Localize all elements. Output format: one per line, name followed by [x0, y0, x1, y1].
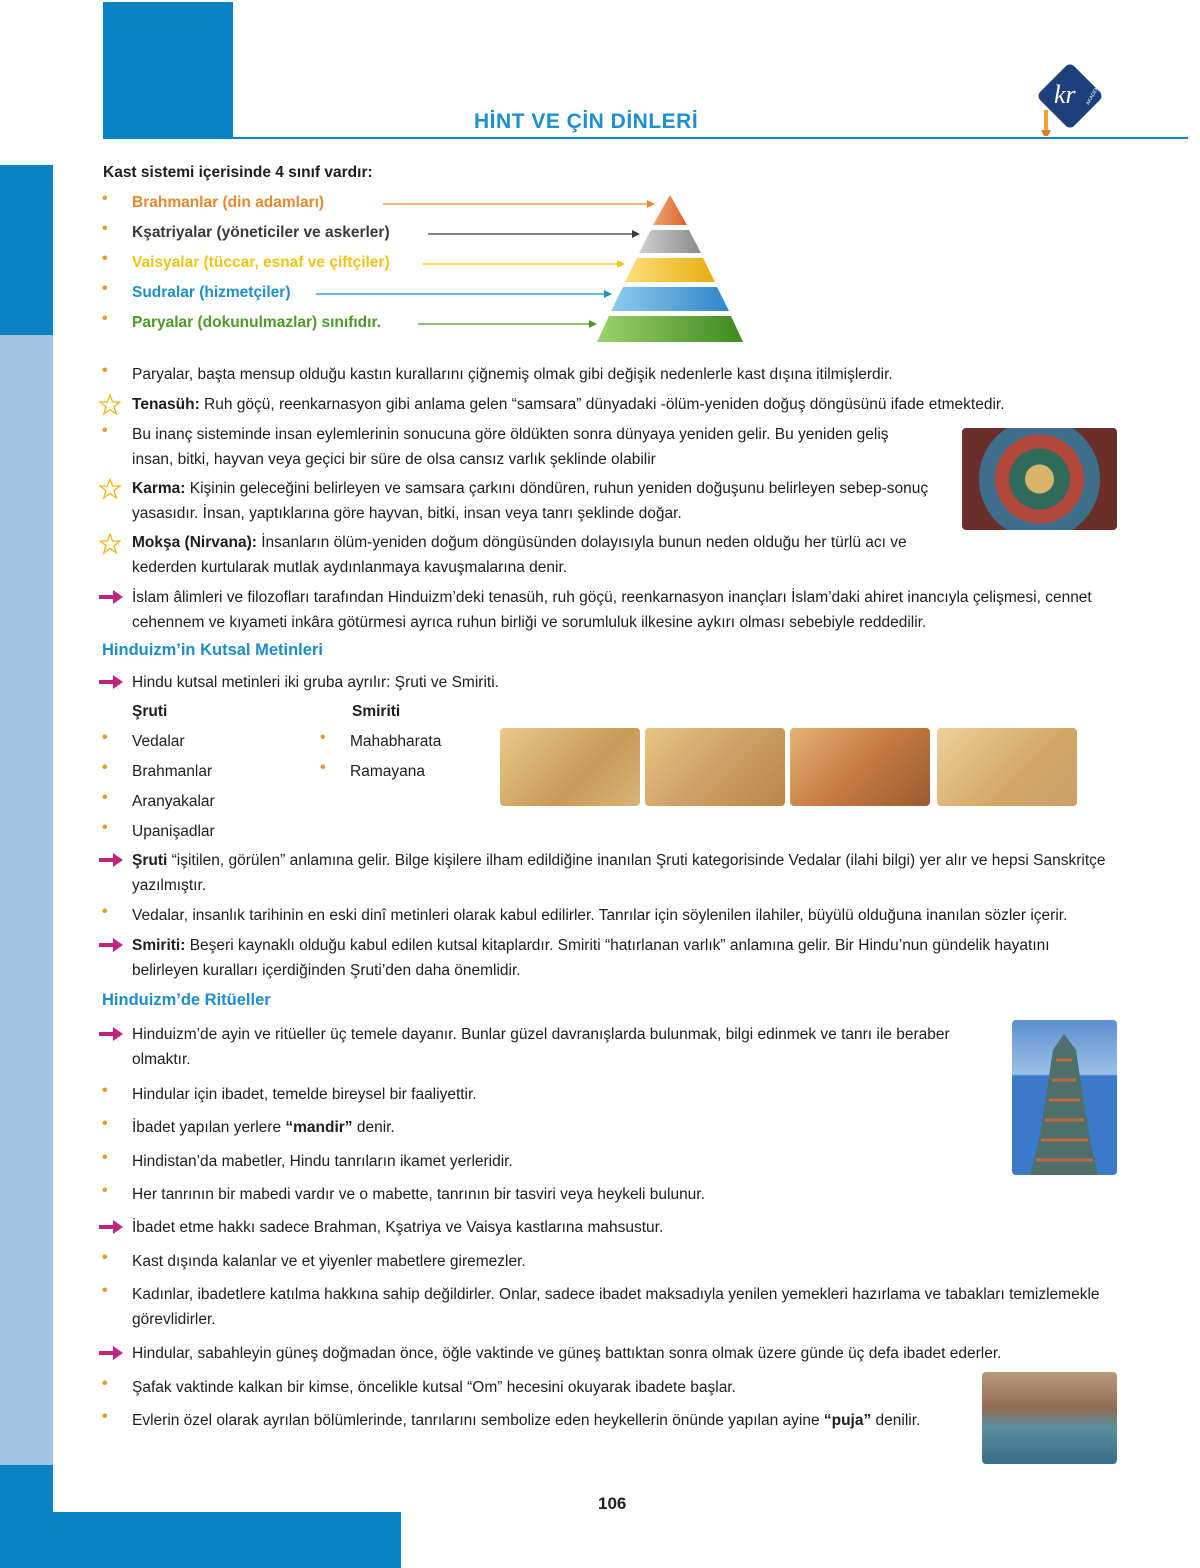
star-icon	[99, 478, 121, 500]
bullet: •	[102, 1082, 108, 1099]
caste-arrow-line	[100, 228, 660, 240]
moksa-text: İnsanların ölüm-yeniden doğum döngüsünden dolayısıyla bunun neden olduğu her türlü acı ve kederden kurtularak mutlak aydınlanmaya kavuşmalarına denir.	[132, 534, 907, 576]
footer-blue-block	[53, 1512, 401, 1568]
arrow-icon	[99, 590, 123, 604]
sruti-desc: “işitilen, görülen” anlamına gelir. Bilge kişilere ilham edildiğine inanılan Şruti kategorisinde Vedalar (ilahi bilgi) yer alır ve hepsi Sanskritçe yazılmıştır.	[132, 852, 1106, 894]
manuscript-image-3	[790, 728, 930, 806]
ritual-9: Hindular, sabahleyin güneş doğmadan önce, öğle vaktinde ve güneş battıktan sonra olmak üzere günde üç defa ibadet ederler.	[132, 1345, 1002, 1362]
karma-term: Karma:	[132, 480, 186, 497]
bullet: •	[102, 819, 108, 836]
ritual-11	[132, 1408, 947, 1433]
caste-list	[100, 190, 660, 340]
arrow-icon	[99, 675, 123, 689]
tenasuh-term: Tenasüh:	[132, 396, 200, 413]
manuscript-image-4	[937, 728, 1077, 806]
ritual-4: Hindistan’da mabetler, Hindu tanrıların ikamet yerleridir.	[132, 1153, 513, 1170]
list-item: Ramayana	[350, 763, 425, 780]
caste-pyramid	[595, 190, 745, 345]
samsara-wheel-image	[962, 428, 1117, 530]
arrow-icon	[99, 938, 123, 952]
sruti-list	[100, 729, 320, 849]
sruti-term: Şruti	[132, 852, 168, 869]
bullet: •	[102, 1149, 108, 1166]
bullet: •	[102, 1182, 108, 1199]
ritual-11-pre: Evlerin özel olarak ayrılan bölümlerinde, tanrılarını sembolize eden heykellerin önünde yapılan ayine	[132, 1412, 824, 1429]
ritual-3	[132, 1115, 395, 1140]
ritual-1: Hinduizm’de ayin ve ritüeller üç temele dayanır. Bunlar güzel davranışlarda bulunmak, bilgi edinmek ve tanrı ile beraber olmaktır.	[132, 1026, 950, 1068]
bullet: •	[102, 280, 108, 297]
mandir-term: “mandir”	[285, 1119, 353, 1136]
puja-term: “puja”	[823, 1412, 872, 1429]
texts-intro: Hindu kutsal metinleri iki gruba ayrılır: Şruti ve Smiriti.	[132, 674, 499, 691]
caste-item-label: Kşatriyalar (yöneticiler ve askerler)	[132, 224, 390, 241]
ritual-2: Hindular için ibadet, temelde bireysel bir faaliyettir.	[132, 1086, 477, 1103]
list-item: Brahmanlar	[132, 763, 213, 780]
bullet: •	[102, 1282, 108, 1299]
sruti-paragraph	[132, 848, 1122, 898]
caste-arrow-line	[100, 318, 660, 330]
bullet: •	[102, 310, 108, 327]
inanc-paragraph: Bu inanç sisteminde insan eylemlerinin sonucuna göre öldükten sonra dünyaya yeniden gelir. Bu yeniden geliş insan, bitki, hayvan veya geçici bir süre de olsa cansız varlık şeklinde olabilir	[132, 426, 889, 468]
bullet: •	[102, 903, 108, 920]
rituals-heading: Hinduizm’de Ritüeller	[102, 991, 271, 1009]
arrow-icon	[99, 853, 123, 867]
caste-arrow-line	[100, 198, 660, 210]
left-stripe-dark	[0, 165, 53, 335]
caste-item-label: Vaisyalar (tüccar, esnaf ve çiftçiler)	[132, 254, 390, 271]
moksa-term: Mokşa (Nirvana):	[132, 534, 257, 551]
page-title: HİNT VE ÇİN DİNLERİ	[474, 110, 699, 133]
karma-paragraph	[132, 476, 932, 526]
smiriti-title: Smiriti	[352, 703, 401, 720]
temple-image	[1012, 1020, 1117, 1175]
ritual-6: İbadet etme hakkı sadece Brahman, Kşatriya ve Vaisya kastlarına mahsustur.	[132, 1219, 664, 1236]
caste-item-label: Sudralar (hizmetçiler)	[132, 284, 291, 301]
star-icon	[99, 533, 121, 555]
smiriti-paragraph	[132, 933, 1117, 983]
caste-item-label: Paryalar (dokunulmazlar) sınıfıdır.	[132, 314, 381, 331]
bullet: •	[102, 362, 108, 379]
list-item: Mahabharata	[350, 733, 442, 750]
list-item: Vedalar	[132, 733, 185, 750]
bullet: •	[102, 759, 108, 776]
list-item: Aranyakalar	[132, 793, 215, 810]
vedalar-paragraph: Vedalar, insanlık tarihinin en eski dinî metinleri olarak kabul edilirler. Tanrılar için söylenilen ilahiler, büyülü olduğuna inanılan sözler içerir.	[132, 907, 1068, 924]
bullet: •	[102, 250, 108, 267]
star-icon	[99, 394, 121, 416]
arrow-icon	[99, 1346, 123, 1360]
caste-arrow-line	[100, 288, 660, 300]
manuscript-image-1	[500, 728, 640, 806]
logo-subtext: AKADEMİ	[1085, 83, 1102, 107]
bullet: •	[102, 422, 108, 439]
kr-logo	[1036, 62, 1112, 138]
ritual-3-pre: İbadet yapılan yerlere	[132, 1119, 286, 1136]
left-stripe-light	[0, 335, 53, 1465]
bullet: •	[320, 759, 326, 776]
smiriti-term: Smiriti:	[132, 937, 186, 954]
bullet: •	[102, 1408, 108, 1425]
arrow-icon	[99, 1220, 123, 1234]
bullet: •	[102, 1249, 108, 1266]
bullet: •	[102, 789, 108, 806]
sruti-title: Şruti	[132, 703, 168, 720]
left-stripe-bottom	[0, 1465, 53, 1568]
bullet: •	[102, 220, 108, 237]
ritual-7: Kast dışında kalanlar ve et yiyenler mabetlere giremezler.	[132, 1253, 526, 1270]
ritual-3-post: denir.	[352, 1119, 395, 1136]
ritual-11-post: denilir.	[871, 1412, 921, 1429]
ritual-8: Kadınlar, ibadetlere katılma hakkına sahip değildirler. Onlar, sadece ibadet maksadıyla yenilen yemekleri hazırlama ve tabakları temizlemekle görevlidirler.	[132, 1286, 1100, 1328]
arrow-icon	[99, 1027, 123, 1041]
karma-text: Kişinin geleceğini belirleyen ve samsara çarkını döndüren, ruhun yeniden doğuşunu belirleyen sebep-sonuç yasasıdır. İnsan, yaptıklarına göre hayvan, bitki, insan veya tanrı şeklinde doğar.	[132, 480, 929, 522]
tenasuh-text: Ruh göçü, reenkarnasyon gibi anlama gelen “samsara” dünyadaki -ölüm-yeniden doğuş döngüsünü ifade etmektedir.	[199, 396, 1005, 413]
smiriti-desc: Beşeri kaynaklı olduğu kabul edilen kutsal kitaplardır. Smiriti “hatırlanan varlık” anlamına gelir. Bir Hindu’nun gündelik hayatını belirleyen kuralları içerdiğinden Şruti’den daha önemlidir.	[132, 937, 1050, 979]
bullet: •	[102, 729, 108, 746]
caste-item-label: Brahmanlar (din adamları)	[132, 194, 325, 211]
page-number: 106	[598, 1494, 627, 1513]
moksa-paragraph	[132, 530, 932, 580]
texts-heading: Hinduizm’in Kutsal Metinleri	[102, 641, 323, 659]
islam-paragraph: İslam âlimleri ve filozofları tarafından Hinduizm’deki tenasüh, ruh göçü, reenkarnasyon inançları İslam’daki ahiret inancıyla çelişmesi, cennet cehennem ve kıyameti inkâra götürmesi ayrıca ruhun birliği ve sorumluluk ilkesine aykırı olması sebebiyle reddedilir.	[132, 589, 1092, 631]
caste-arrow-line	[100, 258, 660, 270]
list-item: Upanişadlar	[132, 823, 215, 840]
header-blue-block	[103, 2, 233, 139]
tenasuh-paragraph	[132, 392, 1005, 417]
bullet: •	[102, 190, 108, 207]
bullet: •	[102, 1115, 108, 1132]
bullet: •	[102, 1375, 108, 1392]
smiriti-list	[318, 729, 498, 789]
bullet: •	[320, 729, 326, 746]
ritual-5: Her tanrının bir mabedi vardır ve o mabette, tanrının bir tasviri veya heykeli bulunur.	[132, 1186, 705, 1203]
manuscript-image-2	[645, 728, 785, 806]
ghat-image	[982, 1372, 1117, 1464]
ritual-10: Şafak vaktinde kalkan bir kimse, öncelikle kutsal “Om” hecesini okuyarak ibadete başlar.	[132, 1379, 736, 1396]
logo-text: kr	[1054, 80, 1076, 109]
paryalar-note: Paryalar, başta mensup olduğu kastın kurallarını çiğnemiş olmak gibi değişik nedenlerle kast dışına itilmişlerdir.	[132, 366, 893, 383]
caste-intro: Kast sistemi içerisinde 4 sınıf vardır:	[103, 164, 373, 181]
